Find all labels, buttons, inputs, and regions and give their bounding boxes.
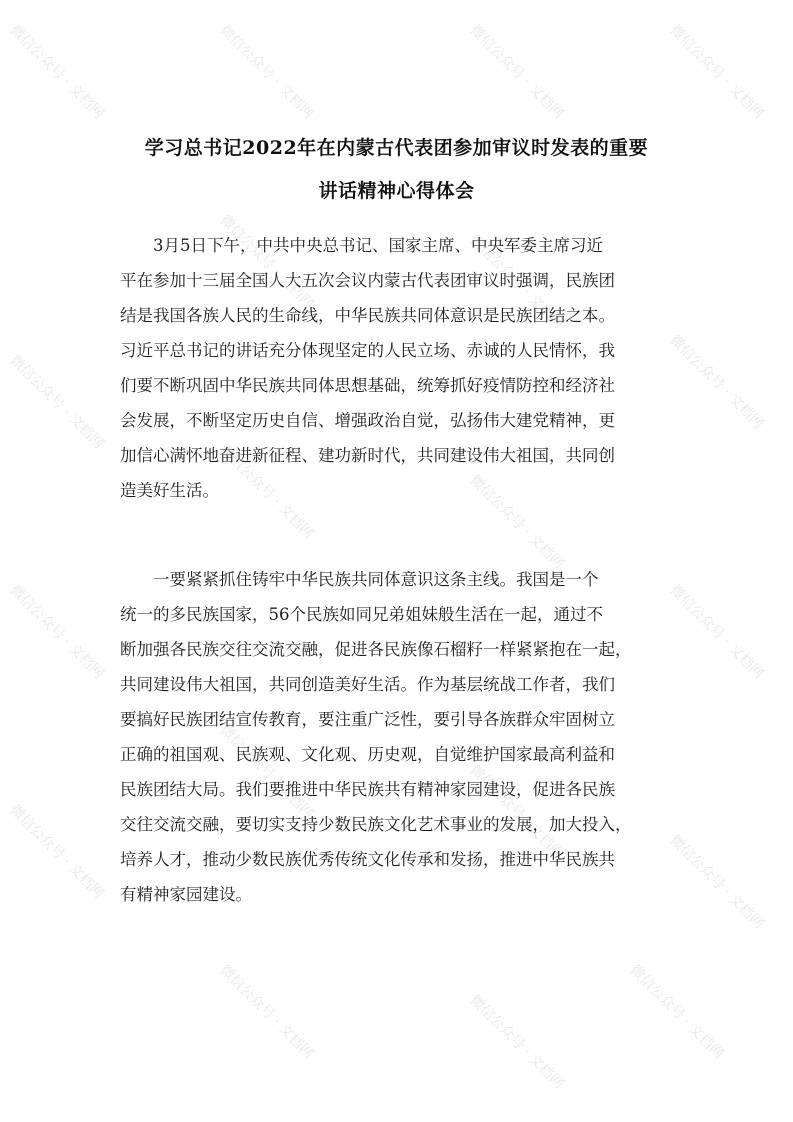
watermark-text: 微信公众号 · 文档网 bbox=[216, 442, 317, 543]
paragraph-2 bbox=[120, 562, 676, 912]
watermark-text: 微信公众号 · 文档网 bbox=[466, 762, 567, 863]
watermark-text: 微信公众号 · 文档网 bbox=[466, 22, 567, 123]
paragraph-line: 正确的祖国观、民族观、文化观、历史观，自觉维护国家最高利益和 bbox=[120, 745, 615, 764]
paragraph-line: 会发展，不断坚定历史自信、增强政治自觉，弘扬伟大建党精神，更 bbox=[120, 411, 615, 430]
watermark-text: 微信公众号 · 文档网 bbox=[466, 992, 567, 1093]
paragraph-line: 有精神家园建设。 bbox=[120, 885, 252, 904]
watermark-text: 微信公众号 · 文档网 bbox=[626, 962, 727, 1063]
paragraph-line: 断加强各民族交往交流交融，促进各民族像石榴籽一样紧紧抱在一起， bbox=[120, 640, 632, 659]
paragraph-line: 统一的多民族国家，56个民族如同兄弟姐妹般生活在一起，通过不 bbox=[120, 605, 603, 624]
paragraph-1 bbox=[120, 228, 676, 508]
paragraph-line: 加信心满怀地奋进新征程、建功新时代，共同建设伟大祖国，共同创 bbox=[120, 446, 615, 465]
document-title-line-2: 讲话精神心得体会 bbox=[318, 180, 475, 202]
paragraph-line: 平在参加十三届全国人大五次会议内蒙古代表团审议时强调，民族团 bbox=[120, 271, 615, 290]
paragraph-line: 结是我国各族人民的生命线，中华民族共同体意识是民族团结之本。 bbox=[120, 306, 615, 325]
watermark-text: 微信公众号 · 文档网 bbox=[666, 582, 767, 683]
watermark-text: 微信公众号 · 文档网 bbox=[216, 722, 317, 823]
watermark-text: 微信公众号 · 文档网 bbox=[466, 472, 567, 573]
watermark-text: 微信公众号 · 文档网 bbox=[666, 22, 767, 123]
watermark-text: 微信公众号 · 文档网 bbox=[216, 22, 317, 123]
watermark-text: 微信公众号 · 文档网 bbox=[216, 212, 317, 313]
watermark-text: 微信公众号 · 文档网 bbox=[666, 832, 767, 933]
watermark-text: 微信公众号 · 文档网 bbox=[6, 352, 107, 453]
paragraph-line: 3月5日下午，中共中央总书记、国家主席、中央军委主席习近 bbox=[120, 236, 603, 255]
watermark-text: 微信公众号 · 文档网 bbox=[6, 802, 107, 903]
paragraph-line: 培养人才，推动少数民族优秀传统文化传承和发扬，推进中华民族共 bbox=[120, 850, 615, 869]
watermark-text: 微信公众号 · 文档网 bbox=[666, 332, 767, 433]
paragraph-line: 们要不断巩固中华民族共同体思想基础，统筹抓好疫情防控和经济社 bbox=[120, 376, 615, 395]
watermark-text: 微信公众号 · 文档网 bbox=[6, 22, 107, 123]
paragraph-line: 造美好生活。 bbox=[120, 481, 219, 500]
paragraph-line: 习近平总书记的讲话充分体现坚定的人民立场、赤诚的人民情怀，我 bbox=[120, 341, 615, 360]
paragraph-line: 要搞好民族团结宣传教育，要注重广泛性，要引导各族群众牢固树立 bbox=[120, 710, 615, 729]
paragraph-line: 交往交流交融，要切实支持少数民族文化艺术事业的发展，加大投入， bbox=[120, 815, 632, 834]
watermark-text: 微信公众号 · 文档网 bbox=[6, 582, 107, 683]
document-title-line-1: 学习总书记2022年在内蒙古代表团参加审议时发表的重要 bbox=[144, 137, 649, 159]
paragraph-line: 共同建设伟大祖国，共同创造美好生活。作为基层统战工作者，我们 bbox=[120, 675, 615, 694]
watermark-text: 微信公众号 · 文档网 bbox=[466, 232, 567, 333]
watermark-text: 微信公众号 · 文档网 bbox=[216, 962, 317, 1063]
paragraph-line: 一要紧紧抓住铸牢中华民族共同体意识这条主线。我国是一个 bbox=[120, 570, 599, 589]
paragraph-line: 民族团结大局。我们要推进中华民族共有精神家园建设，促进各民族 bbox=[120, 780, 615, 799]
